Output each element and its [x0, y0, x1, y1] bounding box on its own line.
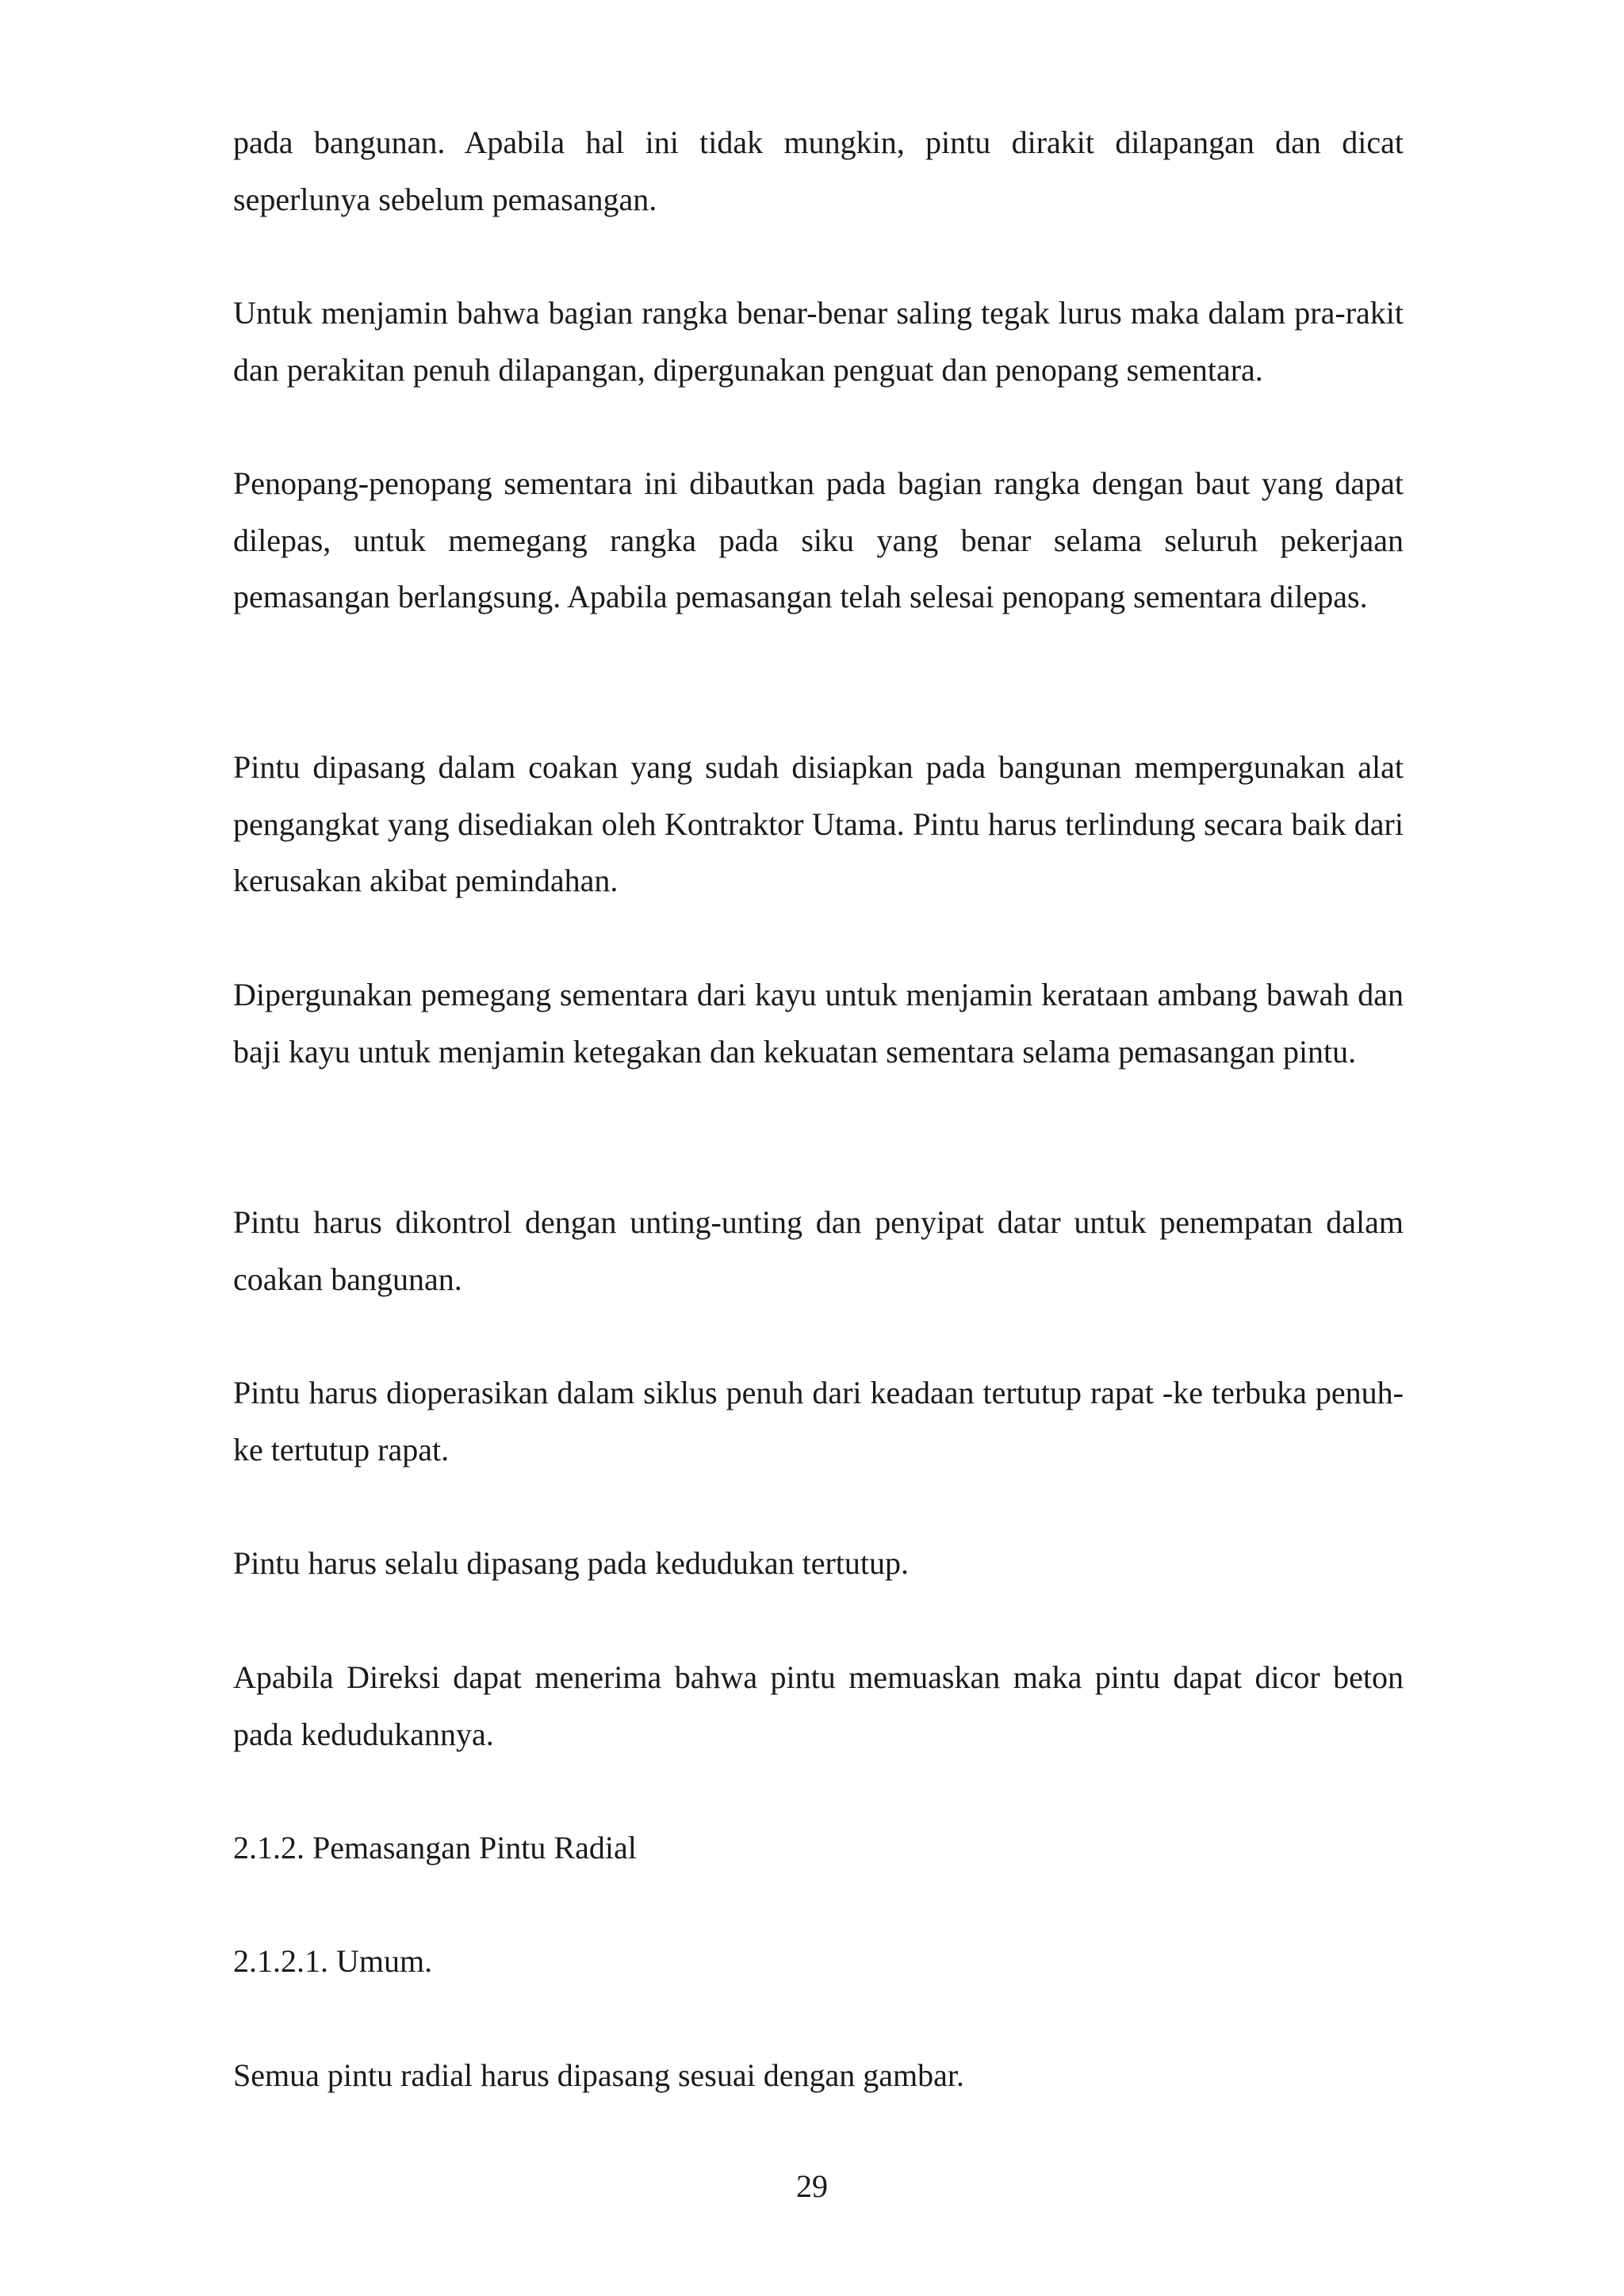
- page-number: 29: [796, 2168, 828, 2204]
- subsection-heading: 2.1.2.1. Umum.: [233, 1943, 433, 1979]
- paragraph-1: pada bangunan. Apabila hal ini tidak mungkin, pintu dirakit dilapangan dan dicat seperlunya sebelum pemasangan.: [233, 124, 1404, 217]
- paragraph-4: Pintu dipasang dalam coakan yang sudah disiapkan pada bangunan mempergunakan alat pengangkat yang disediakan oleh Kontraktor Utama. Pintu harus terlindung secara baik dari kerusakan akibat pemindahan.: [233, 749, 1404, 898]
- paragraph-5: Dipergunakan pemegang sementara dari kayu untuk menjamin kerataan ambang bawah dan baji kayu untuk menjamin ketegakan dan kekuatan sementara selama pemasangan pintu.: [233, 977, 1404, 1070]
- paragraph-10: Semua pintu radial harus dipasang sesuai dengan gambar.: [233, 2057, 964, 2093]
- paragraph-9: Apabila Direksi dapat menerima bahwa pintu memuaskan maka pintu dapat dicor beton pada kedudukannya.: [233, 1659, 1404, 1752]
- section-heading: 2.1.2. Pemasangan Pintu Radial: [233, 1830, 637, 1866]
- paragraph-6: Pintu harus dikontrol dengan unting-unting dan penyipat datar untuk penempatan dalam coakan bangunan.: [233, 1204, 1404, 1297]
- paragraph-2: Untuk menjamin bahwa bagian rangka benar-benar saling tegak lurus maka dalam pra-rakit dan perakitan penuh dilapangan, dipergunakan penguat dan penopang sementara.: [233, 295, 1404, 388]
- paragraph-3: Penopang-penopang sementara ini dibautkan pada bagian rangka dengan baut yang dapat dilepas, untuk memegang rangka pada siku yang benar selama seluruh pekerjaan pemasangan berlangsung. Apabila pemasangan telah selesai penopang sementara dilepas.: [233, 465, 1404, 614]
- paragraph-7: Pintu harus dioperasikan dalam siklus penuh dari keadaan tertutup rapat -ke terbuka penuh- ke tertutup rapat.: [233, 1375, 1404, 1468]
- paragraph-8: Pintu harus selalu dipasang pada kedudukan tertutup.: [233, 1545, 910, 1581]
